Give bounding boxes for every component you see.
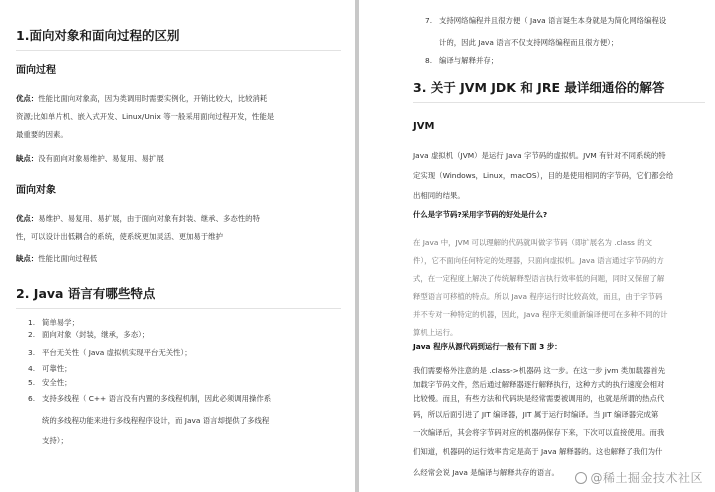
left-page bbox=[0, 0, 355, 492]
feature-item-1: 1. 简单易学； bbox=[28, 318, 79, 327]
feature-item-2: 2. 面向对象（封装，继承，多态）； bbox=[28, 330, 150, 339]
dis-label: 缺点： bbox=[16, 154, 39, 163]
feature-item-8: 8. 编译与解释并存； bbox=[425, 56, 499, 65]
juejin-logo-icon bbox=[575, 472, 587, 484]
feature-item-6: 6. 支持多线程（ C++ 语言没有内置的多线程机制，因此必须调用操作系 统的多线程功能来进行多线程程序设计，而 Java 语言却提供了多线程 支持）； bbox=[28, 394, 272, 445]
feature-item-7: 7. 支持网络编程并且很方便（ Java 语言诞生本身就是为简化网络编程设 计的，因此 Java 语言不仅支持网络编程而且很方便）； bbox=[425, 16, 667, 47]
adv-label: 优点： bbox=[16, 214, 39, 223]
adv-label: 优点： bbox=[16, 94, 39, 103]
steps-title: Java 程序从源代码到运行一般有下面 3 步： bbox=[413, 342, 562, 351]
feature-item-5: 5. 安全性； bbox=[28, 378, 72, 387]
oop-disadvantages bbox=[16, 250, 341, 268]
adv-text-2: 性，可以设计出低耦合的系统，使系统更加灵活、更加易于维护 bbox=[16, 232, 223, 241]
dis-label: 缺点： bbox=[16, 254, 39, 263]
jvm-description: Java 虚拟机（JVM）是运行 Java 字节码的虚拟机。JVM 有针对不同系统的特 定实现（Windows，Linux，macOS），目的是使用相同的字节码，它们都会给 出相同的结果。 bbox=[413, 151, 674, 200]
question-bytecode: 什么是字节码?采用字节码的好处是什么? bbox=[413, 210, 548, 219]
watermark: @稀土掘金技术社区 bbox=[575, 469, 703, 486]
heading-jvm-jdk-jre: 3. 关于 JVM JDK 和 JRE 最详细通俗的解答 bbox=[413, 80, 705, 103]
procedural-disadvantages bbox=[16, 150, 341, 168]
adv-text-2: 资源;比如单片机、嵌入式开发、Linux/Unix 等一般采用面向过程开发，性能是 bbox=[16, 112, 275, 121]
adv-text: 性能比面向对象高，因为类调用时需要实例化，开销比较大，比较消耗 bbox=[38, 94, 268, 103]
steps-description: 我们需要格外注意的是 .class->机器码 这一步。在这一步 jvm 类加载器首先 加载字节码文件，然后通过解释器逐行解释执行，这种方式的执行速度会相对 比较慢。而且，有些方法和代码块是经常需要被调用的，也就是所谓的热点代 码，所以后面引进了 JIT 编译器，JIT 属于运行时编译。当 JIT 编译器完成第 一次编译后，其会将字节码对应的机器码保存下来，下次可以直接使用。而我 们知道，机器码的运行效率肯定是高于 Java 解释器的。这也解释了我们为什 么经常会说 Java 是编译与解释共存的语言。 bbox=[413, 366, 666, 477]
heading-oop: 面向对象 bbox=[16, 185, 56, 196]
oop-advantages bbox=[16, 210, 341, 246]
feature-item-4: 4. 可靠性； bbox=[28, 364, 72, 373]
heading-oop-vs-procedural: 1.面向对象和面向过程的区别 bbox=[16, 28, 341, 51]
adv-text-3: 最重要的因素。 bbox=[16, 130, 68, 139]
procedural-advantages bbox=[16, 90, 341, 144]
adv-text: 易维护、易复用、易扩展，由于面向对象有封装、继承、多态性的特 bbox=[38, 214, 260, 223]
heading-jvm: JVM bbox=[413, 121, 435, 132]
heading-procedural: 面向过程 bbox=[16, 65, 56, 76]
dis-text: 没有面向对象易维护、易复用、易扩展 bbox=[38, 154, 164, 163]
feature-item-3: 3. 平台无关性（ Java 虚拟机实现平台无关性）； bbox=[28, 348, 192, 357]
bytecode-description: 在 Java 中，JVM 可以理解的代码就叫做字节码（即扩展名为 .class 的文 件），它不面向任何特定的处理器，只面向虚拟机。Java 语言通过字节码的方 式，在一定程度上解决了传统解释型语言执行效率低的问题，同时又保留了解 释型语言可移植的特点。所以 Java 程序运行时比较高效，而且，由于字节码 并不专对一种特定的机器，因此，Java 程序无须重新编译便可在多种不同的计 算机上运行。 bbox=[413, 238, 668, 337]
dis-text: 性能比面向过程低 bbox=[38, 254, 98, 263]
right-page bbox=[359, 0, 715, 492]
heading-java-features: 2. Java 语言有哪些特点 bbox=[16, 286, 341, 309]
